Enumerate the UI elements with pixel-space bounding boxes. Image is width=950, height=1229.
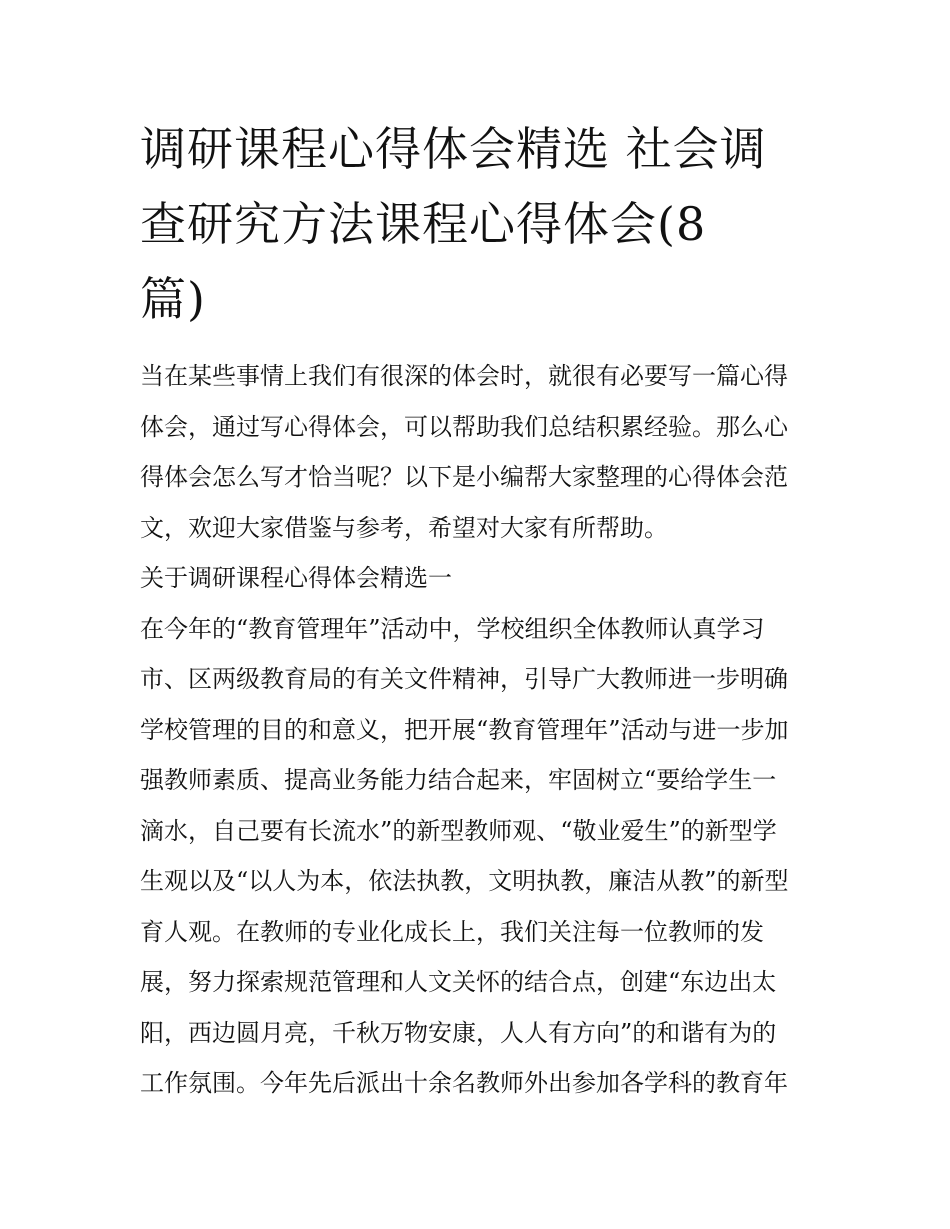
title-line: 查研究方法课程心得体会(8: [140, 197, 707, 251]
text-line: 学校管理的目的和意义，把开展“教育管理年”活动与进一步加: [140, 715, 789, 744]
body-paragraph: [140, 604, 820, 1109]
document-title: [140, 112, 820, 337]
title-line: 调研课程心得体会精选 社会调: [140, 122, 767, 176]
text-line: 体会，通过写心得体会，可以帮助我们总结积累经验。那么心: [140, 412, 788, 441]
section-heading: [140, 553, 820, 604]
text-line: 工作氛围。今年先后派出十余名教师外出参加各学科的教育年: [140, 1069, 788, 1097]
text-line: 滴水，自己要有长流水”的新型教师观、“敬业爱生”的新型学: [140, 816, 777, 845]
text-line: 市、区两级教育局的有关文件精神，引导广大教师进一步明确: [140, 665, 788, 693]
document-page: [140, 112, 820, 1109]
text-line: 生观以及“以人为本，依法执教，文明执教，廉洁从教”的新型: [140, 867, 789, 895]
text-line: 得体会怎么写才恰当呢？以下是小编帮大家整理的心得体会范: [140, 463, 788, 491]
text-line: 文，欢迎大家借鉴与参考，希望对大家有所帮助。: [140, 513, 668, 542]
text-line: 强教师素质、提高业务能力结合起来，牢固树立“要给学生一: [140, 766, 777, 794]
intro-paragraph: [140, 351, 820, 553]
text-line: 在今年的“教育管理年”活动中，学校组织全体教师认真学习: [140, 614, 765, 643]
text-line: 阳，西边圆月亮，千秋万物安康，人人有方向”的和谐有为的: [140, 1018, 777, 1047]
text-line: 当在某些事情上我们有很深的体会时，就很有必要写一篇心得: [140, 362, 788, 390]
section-heading-text: 关于调研课程心得体会精选一: [140, 564, 452, 592]
title-line: 篇): [140, 272, 206, 326]
text-line: 育人观。在教师的专业化成长上，我们关注每一位教师的发: [140, 917, 764, 946]
text-line: 展，努力探索规范管理和人文关怀的结合点，创建“东边出太: [140, 968, 777, 996]
